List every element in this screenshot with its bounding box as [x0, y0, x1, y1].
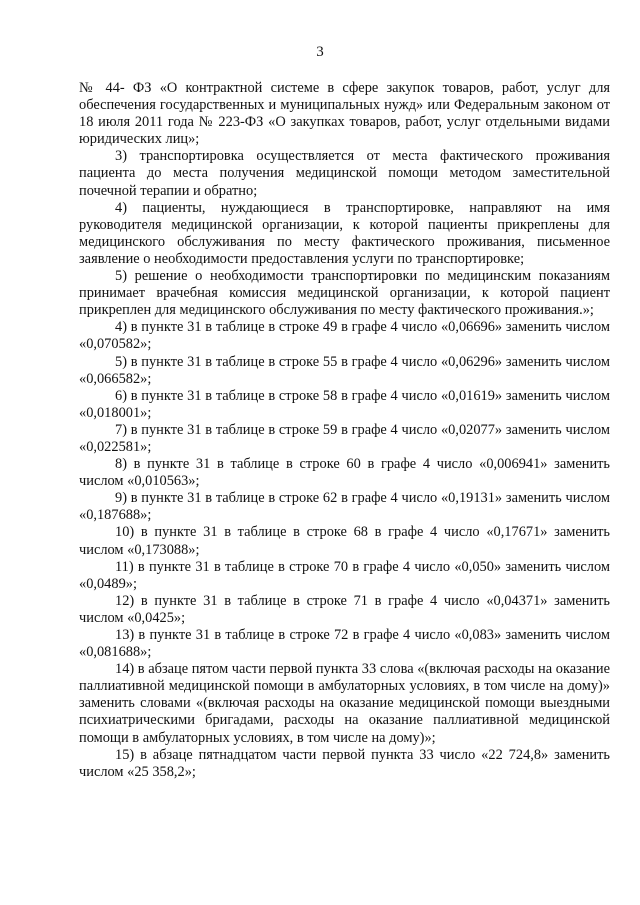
- paragraph-amendment-9: 9) в пункте 31 в таблице в строке 62 в графе 4 число «0,19131» заменить числом «0,187688»;: [79, 490, 610, 524]
- paragraph-amendment-5: 5) в пункте 31 в таблице в строке 55 в графе 4 число «0,06296» заменить числом «0,066582»;: [79, 353, 610, 387]
- paragraph-amendment-8: 8) в пункте 31 в таблице в строке 60 в графе 4 число «0,006941» заменить числом «0,010563»;: [79, 456, 610, 490]
- paragraph-amendment-7: 7) в пункте 31 в таблице в строке 59 в графе 4 число «0,02077» заменить числом «0,022581»;: [79, 421, 610, 455]
- document-body: [79, 80, 610, 781]
- paragraph-item-5: 5) решение о необходимости транспортировки по медицинским показаниям принимает врачебная комиссия медицинской организации, к которой пациент прикреплен для медицинского обслуживания по месту фактического проживания.»;: [79, 268, 610, 319]
- paragraph-amendment-10: 10) в пункте 31 в таблице в строке 68 в графе 4 число «0,17671» заменить числом «0,173088»;: [79, 524, 610, 558]
- paragraph-law-reference: № 44- ФЗ «О контрактной системе в сфере закупок товаров, работ, услуг для обеспечения государственных и муниципальных нужд» или Федеральным законом от 18 июля 2011 года № 223-ФЗ «О закупках товаров, работ, услуг отдельными видами юридических лиц»;: [79, 80, 610, 148]
- paragraph-amendment-13: 13) в пункте 31 в таблице в строке 72 в графе 4 число «0,083» заменить числом «0,081688»;: [79, 627, 610, 661]
- paragraph-amendment-14: 14) в абзаце пятом части первой пункта 33 слова «(включая расходы на оказание паллиативной медицинской помощи в амбулаторных условиях, в том числе на дому)» заменить словами «(включая расходы на оказание медицинской помощи выездными психиатрическими бригадами, расходы на оказание паллиативной медицинской помощи в амбулаторных условиях, в том числе на дому)»;: [79, 661, 610, 746]
- paragraph-item-3: 3) транспортировка осуществляется от места фактического проживания пациента до места получения медицинской помощи методом заместительной почечной терапии и обратно;: [79, 148, 610, 199]
- paragraph-item-4: 4) пациенты, нуждающиеся в транспортировке, направляют на имя руководителя медицинской организации, к которой пациенты прикреплены для медицинского обслуживания по месту фактического проживания, письменное заявление о необходимости предоставления услуги по транспортировке;: [79, 199, 610, 267]
- paragraph-amendment-15: 15) в абзаце пятнадцатом части первой пункта 33 число «22 724,8» заменить числом «25 358,2»;: [79, 746, 610, 780]
- paragraph-amendment-12: 12) в пункте 31 в таблице в строке 71 в графе 4 число «0,04371» заменить числом «0,0425»;: [79, 592, 610, 626]
- page-number: 3: [316, 44, 324, 60]
- paragraph-amendment-4: 4) в пункте 31 в таблице в строке 49 в графе 4 число «0,06696» заменить числом «0,070582»;: [79, 319, 610, 353]
- paragraph-amendment-11: 11) в пункте 31 в таблице в строке 70 в графе 4 число «0,050» заменить числом «0,0489»;: [79, 558, 610, 592]
- paragraph-amendment-6: 6) в пункте 31 в таблице в строке 58 в графе 4 число «0,01619» заменить числом «0,018001»;: [79, 387, 610, 421]
